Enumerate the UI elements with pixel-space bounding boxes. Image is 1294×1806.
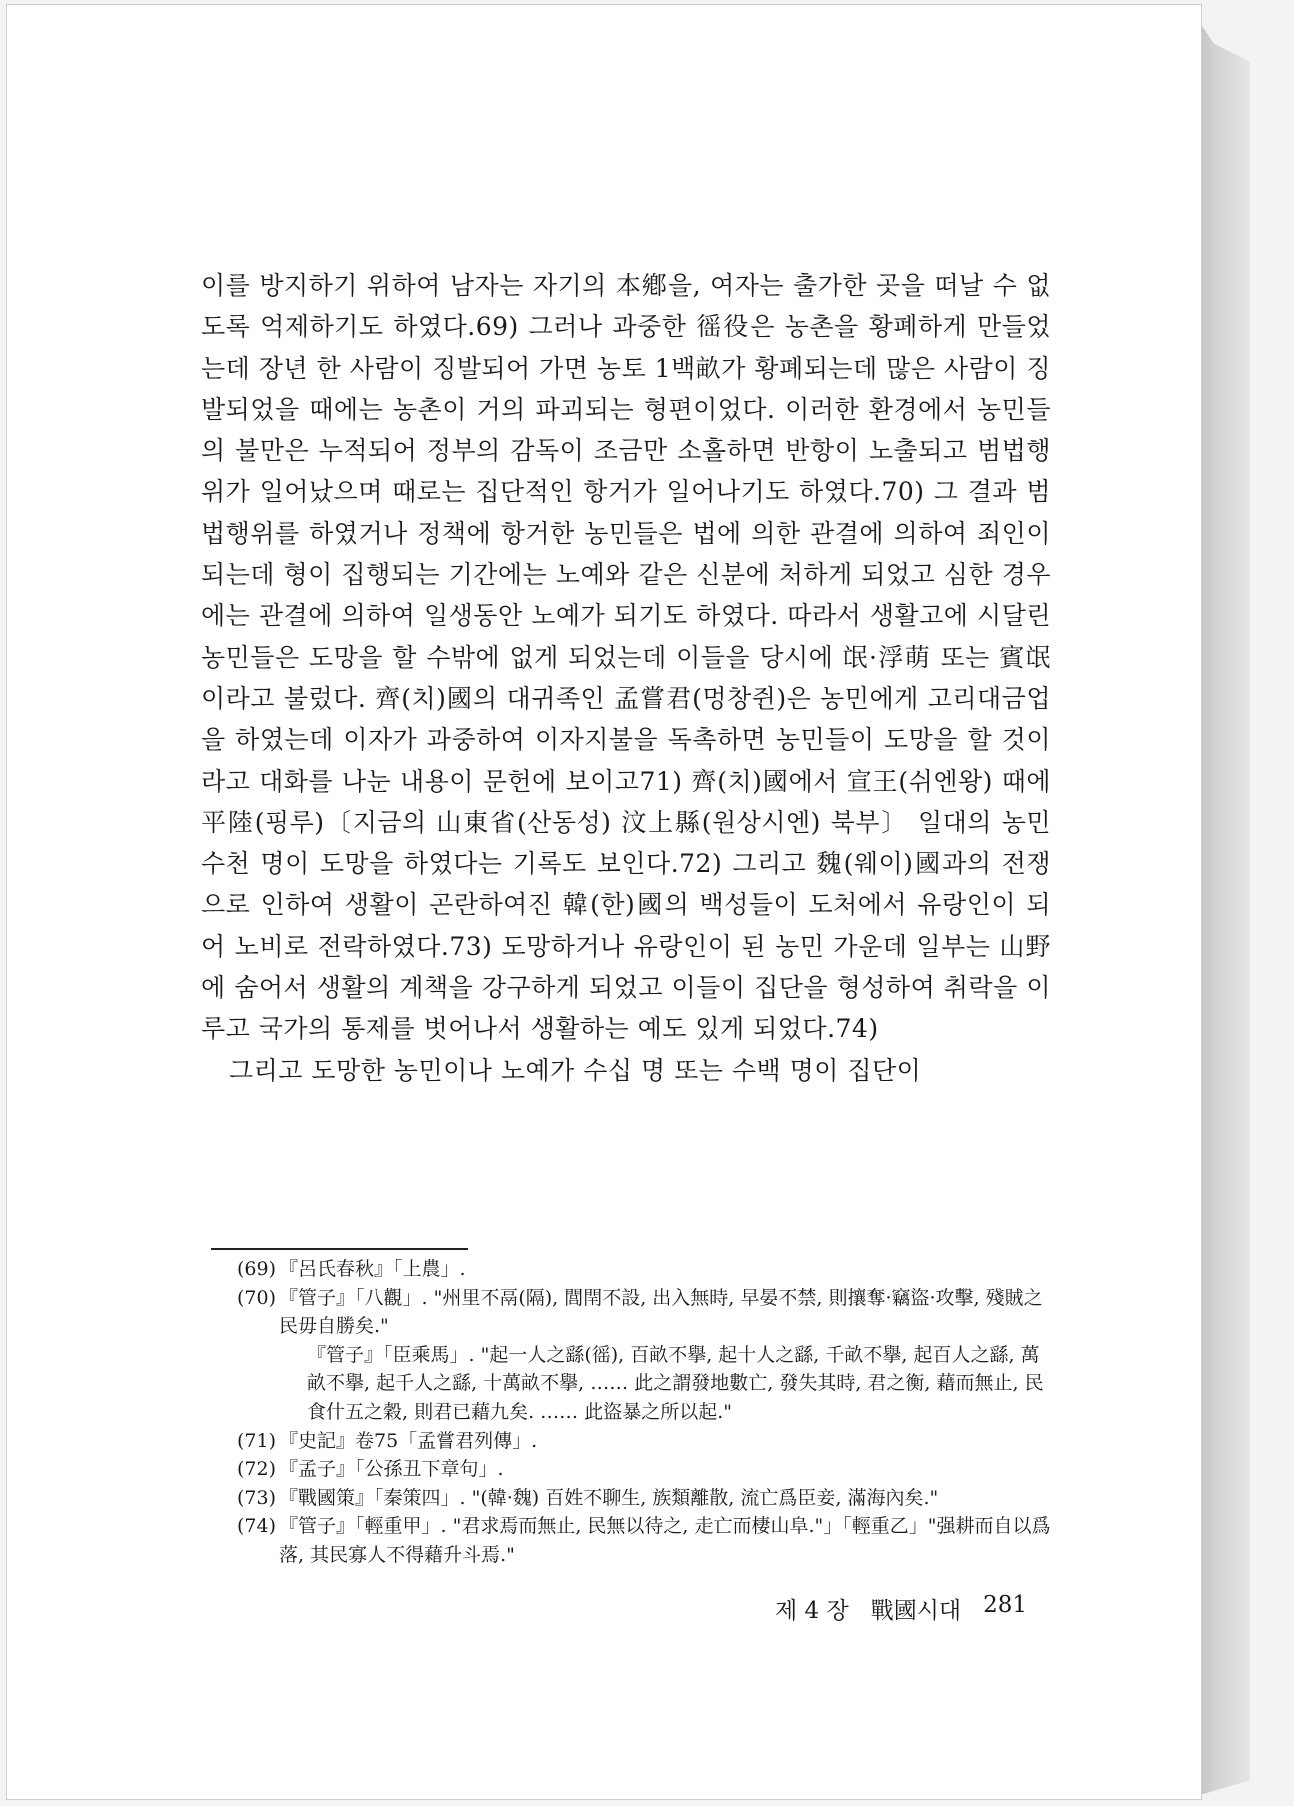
footnote-number: (73) <box>237 1486 277 1509</box>
footnote-text: 『戰國策』「秦策四」. "(韓·魏) 百姓不聊生, 族類離散, 流亡爲臣妾, 滿海內矣." <box>279 1486 939 1509</box>
footnote-text: 『管子』「八觀」. "州里不鬲(隔), 閭閈不設, 出入無時, 早晏不禁, 則攘奪·竊盜·攻擊, 殘賊之民毋自勝矣." <box>279 1286 1043 1338</box>
footnote-text: 『史記』卷75「孟嘗君列傳」. <box>279 1429 538 1452</box>
footnote-number <box>237 1341 279 1427</box>
footnote-71 <box>237 1427 1051 1456</box>
footnote-text: 『孟子』「公孫丑下章句」. <box>279 1458 504 1481</box>
footnote-number: (71) <box>237 1429 277 1452</box>
body-paragraph-1: 이를 방지하기 위하여 남자는 자기의 本鄕을, 여자는 출가한 곳을 떠날 수 없도록 억제하기도 하였다.69) 그러나 과중한 徭役은 농촌을 황폐하게 만들었는데 장년 한 사람이 징발되어 가면 농토 1백畝가 황폐되는데 많은 사람이 징발되었을 때에는 농촌이 거의 파괴되는 형편이었다. 이러한 환경에서 농민들의 불만은 누적되어 정부의 감독이 조금만 소홀하면 반항이 노출되고 범법행위가 일어났으며 때로는 집단적인 항거가 일어나기도 하였다.70) 그 결과 범법행위를 하였거나 정책에 항거한 농민들은 법에 의한 관결에 의하여 죄인이 되는데 형이 집행되는 기간에는 노예와 같은 신분에 처하게 되었고 심한 경우에는 관결에 의하여 일생동안 노예가 되기도 하였다. 따라서 생활고에 시달린 농민들은 도망을 할 수밖에 없게 되었는데 이들을 당시에 氓·浮萌 또는 賓氓이라고 불렀다. 齊(치)國의 대귀족인 孟嘗君(멍창쥔)은 농민에게 고리대금업을 하였는데 이자가 과중하여 이자지불을 독촉하면 농민들이 도망을 할 것이라고 대화를 나눈 내용이 문헌에 보이고71) 齊(치)國에서 宣王(쉬엔왕) 때에 平陸(핑루)〔지금의 山東省(산동성) 汶上縣(원상시엔) 북부〕 일대의 농민 수천 명이 도망을 하였다는 기록도 보인다.72) 그리고 魏(웨이)國과의 전쟁으로 인하여 생활이 곤란하여진 韓(한)國의 백성들이 도처에서 유랑인이 되어 노비로 전락하였다.73) 도망하거나 유랑인이 된 농민 가운데 일부는 山野에 숨어서 생활의 계책을 강구하게 되었고 이들이 집단을 형성하여 취락을 이루고 국가의 통제를 벗어나서 생활하는 예도 있게 되었다.74) <box>201 271 1051 1044</box>
footnote-number: (72) <box>237 1458 277 1481</box>
footnote-69 <box>237 1255 1051 1284</box>
footnote-text: 『呂氏春秋』「上農」. <box>279 1258 466 1280</box>
footnote-73 <box>237 1484 1051 1513</box>
body-text <box>201 265 1051 1091</box>
page-number: 281 <box>983 1592 1028 1618</box>
chapter-title: 戰國시대 <box>870 1598 962 1624</box>
footnote-divider <box>211 1248 468 1250</box>
footnote-number: (69) <box>237 1258 277 1280</box>
footnote-number: (74) <box>237 1515 277 1538</box>
document-page <box>6 4 1202 1800</box>
footnote-70 <box>237 1284 1051 1341</box>
footnote-72 <box>237 1455 1051 1484</box>
footnote-70-continued <box>237 1341 1051 1427</box>
page-footer <box>775 1592 1055 1625</box>
chapter-label: 제 4 장 <box>775 1598 849 1624</box>
footnote-text: 『管子』「輕重甲」. "君求焉而無止, 民無以待之, 走亡而棲山阜."」「輕重乙」"强耕而自以爲落, 其民寡人不得藉升斗焉." <box>279 1515 1051 1566</box>
footnote-number: (70) <box>237 1286 277 1309</box>
body-paragraph-2: 그리고 도망한 농민이나 노예가 수십 명 또는 수백 명이 집단이 <box>229 1055 922 1085</box>
footnotes <box>237 1255 1051 1570</box>
footnote-74 <box>237 1512 1051 1569</box>
footnote-text: 『管子』「臣乘馬」. "起一人之繇(徭), 百畝不擧, 起十人之繇, 千畝不擧, 起百人之繇, 萬畝不擧, 起千人之繇, 十萬畝不擧, …… 此之謂發地數亡, 發失其時, 君之衡, 藉而無止, 民食什五之穀, 則君已藉九矣. …… 此盜暴之所以起." <box>307 1343 1044 1423</box>
